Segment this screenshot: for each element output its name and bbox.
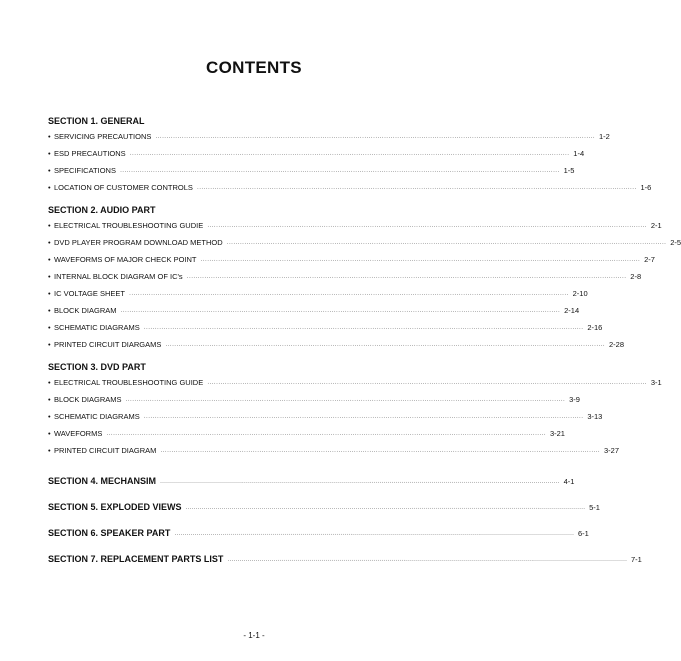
- main-section-entry[interactable]: [48, 501, 600, 513]
- leader-dots: ········································································································································································································: [129, 152, 570, 158]
- main-section-label: SECTION 5. EXPLODED VIEWS: [48, 502, 182, 512]
- entry-label: WAVEFORMS OF MAJOR CHECK POINT: [54, 255, 197, 264]
- entry-label: ELECTRICAL TROUBLESHOOTING GUIDE: [54, 378, 204, 387]
- toc-entry[interactable]: [48, 374, 662, 391]
- page-footer: - 1-1 -: [243, 631, 265, 640]
- leader-dots: ········································································································································································································: [119, 169, 560, 175]
- page-number: 2-8: [630, 272, 642, 281]
- page-number: 3-1: [650, 378, 662, 387]
- toc-entry[interactable]: [48, 285, 588, 302]
- bullet: •: [48, 446, 51, 455]
- bullet: •: [48, 306, 51, 315]
- toc-entry[interactable]: [48, 425, 565, 442]
- bullet: •: [48, 289, 51, 298]
- entry-label: PRINTED CIRCUIT DIAGRAM: [54, 446, 157, 455]
- entry-label: ELECTRICAL TROUBLESHOOTING GUDIE: [54, 221, 204, 230]
- leader-dots: ········································································································································································································: [186, 275, 627, 281]
- main-section-entry[interactable]: [48, 553, 642, 565]
- entry-label: WAVEFORMS: [54, 429, 103, 438]
- page-number: 2-14: [564, 306, 580, 315]
- page-number: 3-13: [587, 412, 603, 421]
- leader-dots: ········································································································································································································: [160, 449, 600, 455]
- page-number: 6-1: [577, 529, 589, 538]
- page-number: 2-1: [650, 221, 662, 230]
- toc-entry[interactable]: [48, 251, 655, 268]
- toc-entry[interactable]: [48, 302, 580, 319]
- entry-label: SCHEMATIC DIAGRAMS: [54, 323, 140, 332]
- section-heading: SECTION 2. AUDIO PART: [48, 205, 156, 215]
- page-number: 3-9: [569, 395, 580, 404]
- bullet: •: [48, 412, 51, 421]
- bullet: •: [48, 272, 51, 281]
- page-number: 3-21: [549, 429, 565, 438]
- bullet: •: [48, 340, 51, 349]
- page-number: 1-2: [599, 132, 610, 141]
- leader-dots: ········································································································································································································: [196, 186, 637, 192]
- leader-dots: ········································································································································································································: [165, 343, 605, 349]
- page-number: 2-10: [572, 289, 588, 298]
- main-section-label: SECTION 7. REPLACEMENT PARTS LIST: [48, 554, 224, 564]
- entry-label: DVD PLAYER PROGRAM DOWNLOAD METHOD: [54, 238, 223, 247]
- toc-entry[interactable]: [48, 319, 603, 336]
- entry-label: SPECIFICATIONS: [54, 166, 116, 175]
- entry-label: BLOCK DIAGRAMS: [54, 395, 122, 404]
- bullet: •: [48, 221, 51, 230]
- page-number: 2-5: [670, 238, 681, 247]
- leader-dots: ········································································································································································································: [143, 415, 584, 421]
- leader-dots: ········································································································································································································: [200, 258, 641, 264]
- bullet: •: [48, 323, 51, 332]
- page-number: 1-5: [563, 166, 575, 175]
- page-number: 2-28: [608, 340, 624, 349]
- toc-entry[interactable]: [48, 336, 624, 353]
- leader-dots: ········································································································································································································: [207, 381, 647, 387]
- bullet: •: [48, 166, 51, 175]
- leader-dots: ········································································································································································································: [129, 292, 569, 298]
- toc-entry[interactable]: [48, 128, 610, 145]
- toc-entry[interactable]: [48, 217, 662, 234]
- leader-dots: ········································································································································································································: [143, 326, 584, 332]
- leader-dots: ········································································································································································································: [174, 532, 574, 538]
- entry-label: ESD PRECAUTIONS: [54, 149, 126, 158]
- bullet: •: [48, 255, 51, 264]
- toc-entry[interactable]: [48, 442, 619, 459]
- leader-dots: ········································································································································································································: [120, 309, 561, 315]
- entry-label: SERVICING PRECAUTIONS: [54, 132, 152, 141]
- toc-entry[interactable]: [48, 179, 652, 196]
- entry-label: INTERNAL BLOCK DIAGRAM OF IC's: [54, 272, 183, 281]
- entry-label: IC VOLTAGE SHEET: [54, 289, 125, 298]
- main-section-label: SECTION 6. SPEAKER PART: [48, 528, 171, 538]
- page-number: 2-16: [587, 323, 603, 332]
- bullet: •: [48, 132, 51, 141]
- bullet: •: [48, 149, 51, 158]
- toc-entry[interactable]: [48, 408, 603, 425]
- section-heading: SECTION 3. DVD PART: [48, 362, 146, 372]
- bullet: •: [48, 395, 51, 404]
- leader-dots: ········································································································································································································: [160, 480, 560, 486]
- entry-label: BLOCK DIAGRAM: [54, 306, 117, 315]
- leader-dots: ········································································································································································································: [125, 398, 566, 404]
- main-section-label: SECTION 4. MECHANSIM: [48, 476, 157, 486]
- leader-dots: ········································································································································································································: [155, 135, 595, 141]
- page-number: 1-4: [573, 149, 585, 158]
- bullet: •: [48, 238, 51, 247]
- entry-label: LOCATION OF CUSTOMER CONTROLS: [54, 183, 193, 192]
- entry-label: PRINTED CIRCUIT DIARGAMS: [54, 340, 162, 349]
- page-title: CONTENTS: [206, 58, 302, 77]
- leader-dots: ········································································································································································································: [227, 558, 627, 564]
- toc-entry[interactable]: [48, 145, 585, 162]
- leader-dots: ········································································································································································································: [226, 241, 667, 247]
- toc-entry[interactable]: [48, 162, 575, 179]
- toc-entry[interactable]: [48, 234, 681, 251]
- leader-dots: ········································································································································································································: [106, 432, 546, 438]
- main-section-entry[interactable]: [48, 475, 575, 487]
- bullet: •: [48, 378, 51, 387]
- page-number: 4-1: [563, 477, 575, 486]
- page-number: 3-27: [603, 446, 619, 455]
- entry-label: SCHEMATIC DIAGRAMS: [54, 412, 140, 421]
- main-section-entry[interactable]: [48, 527, 589, 539]
- page-number: 1-6: [640, 183, 652, 192]
- page-number: 2-7: [644, 255, 655, 264]
- toc-entry[interactable]: [48, 391, 580, 408]
- leader-dots: ········································································································································································································: [185, 506, 586, 512]
- bullet: •: [48, 429, 51, 438]
- section-heading: SECTION 1. GENERAL: [48, 116, 145, 126]
- bullet: •: [48, 183, 51, 192]
- table-of-contents: [48, 115, 681, 565]
- toc-entry[interactable]: [48, 268, 642, 285]
- page-number: 7-1: [630, 555, 642, 564]
- leader-dots: ········································································································································································································: [207, 224, 647, 230]
- page-number: 5-1: [589, 503, 600, 512]
